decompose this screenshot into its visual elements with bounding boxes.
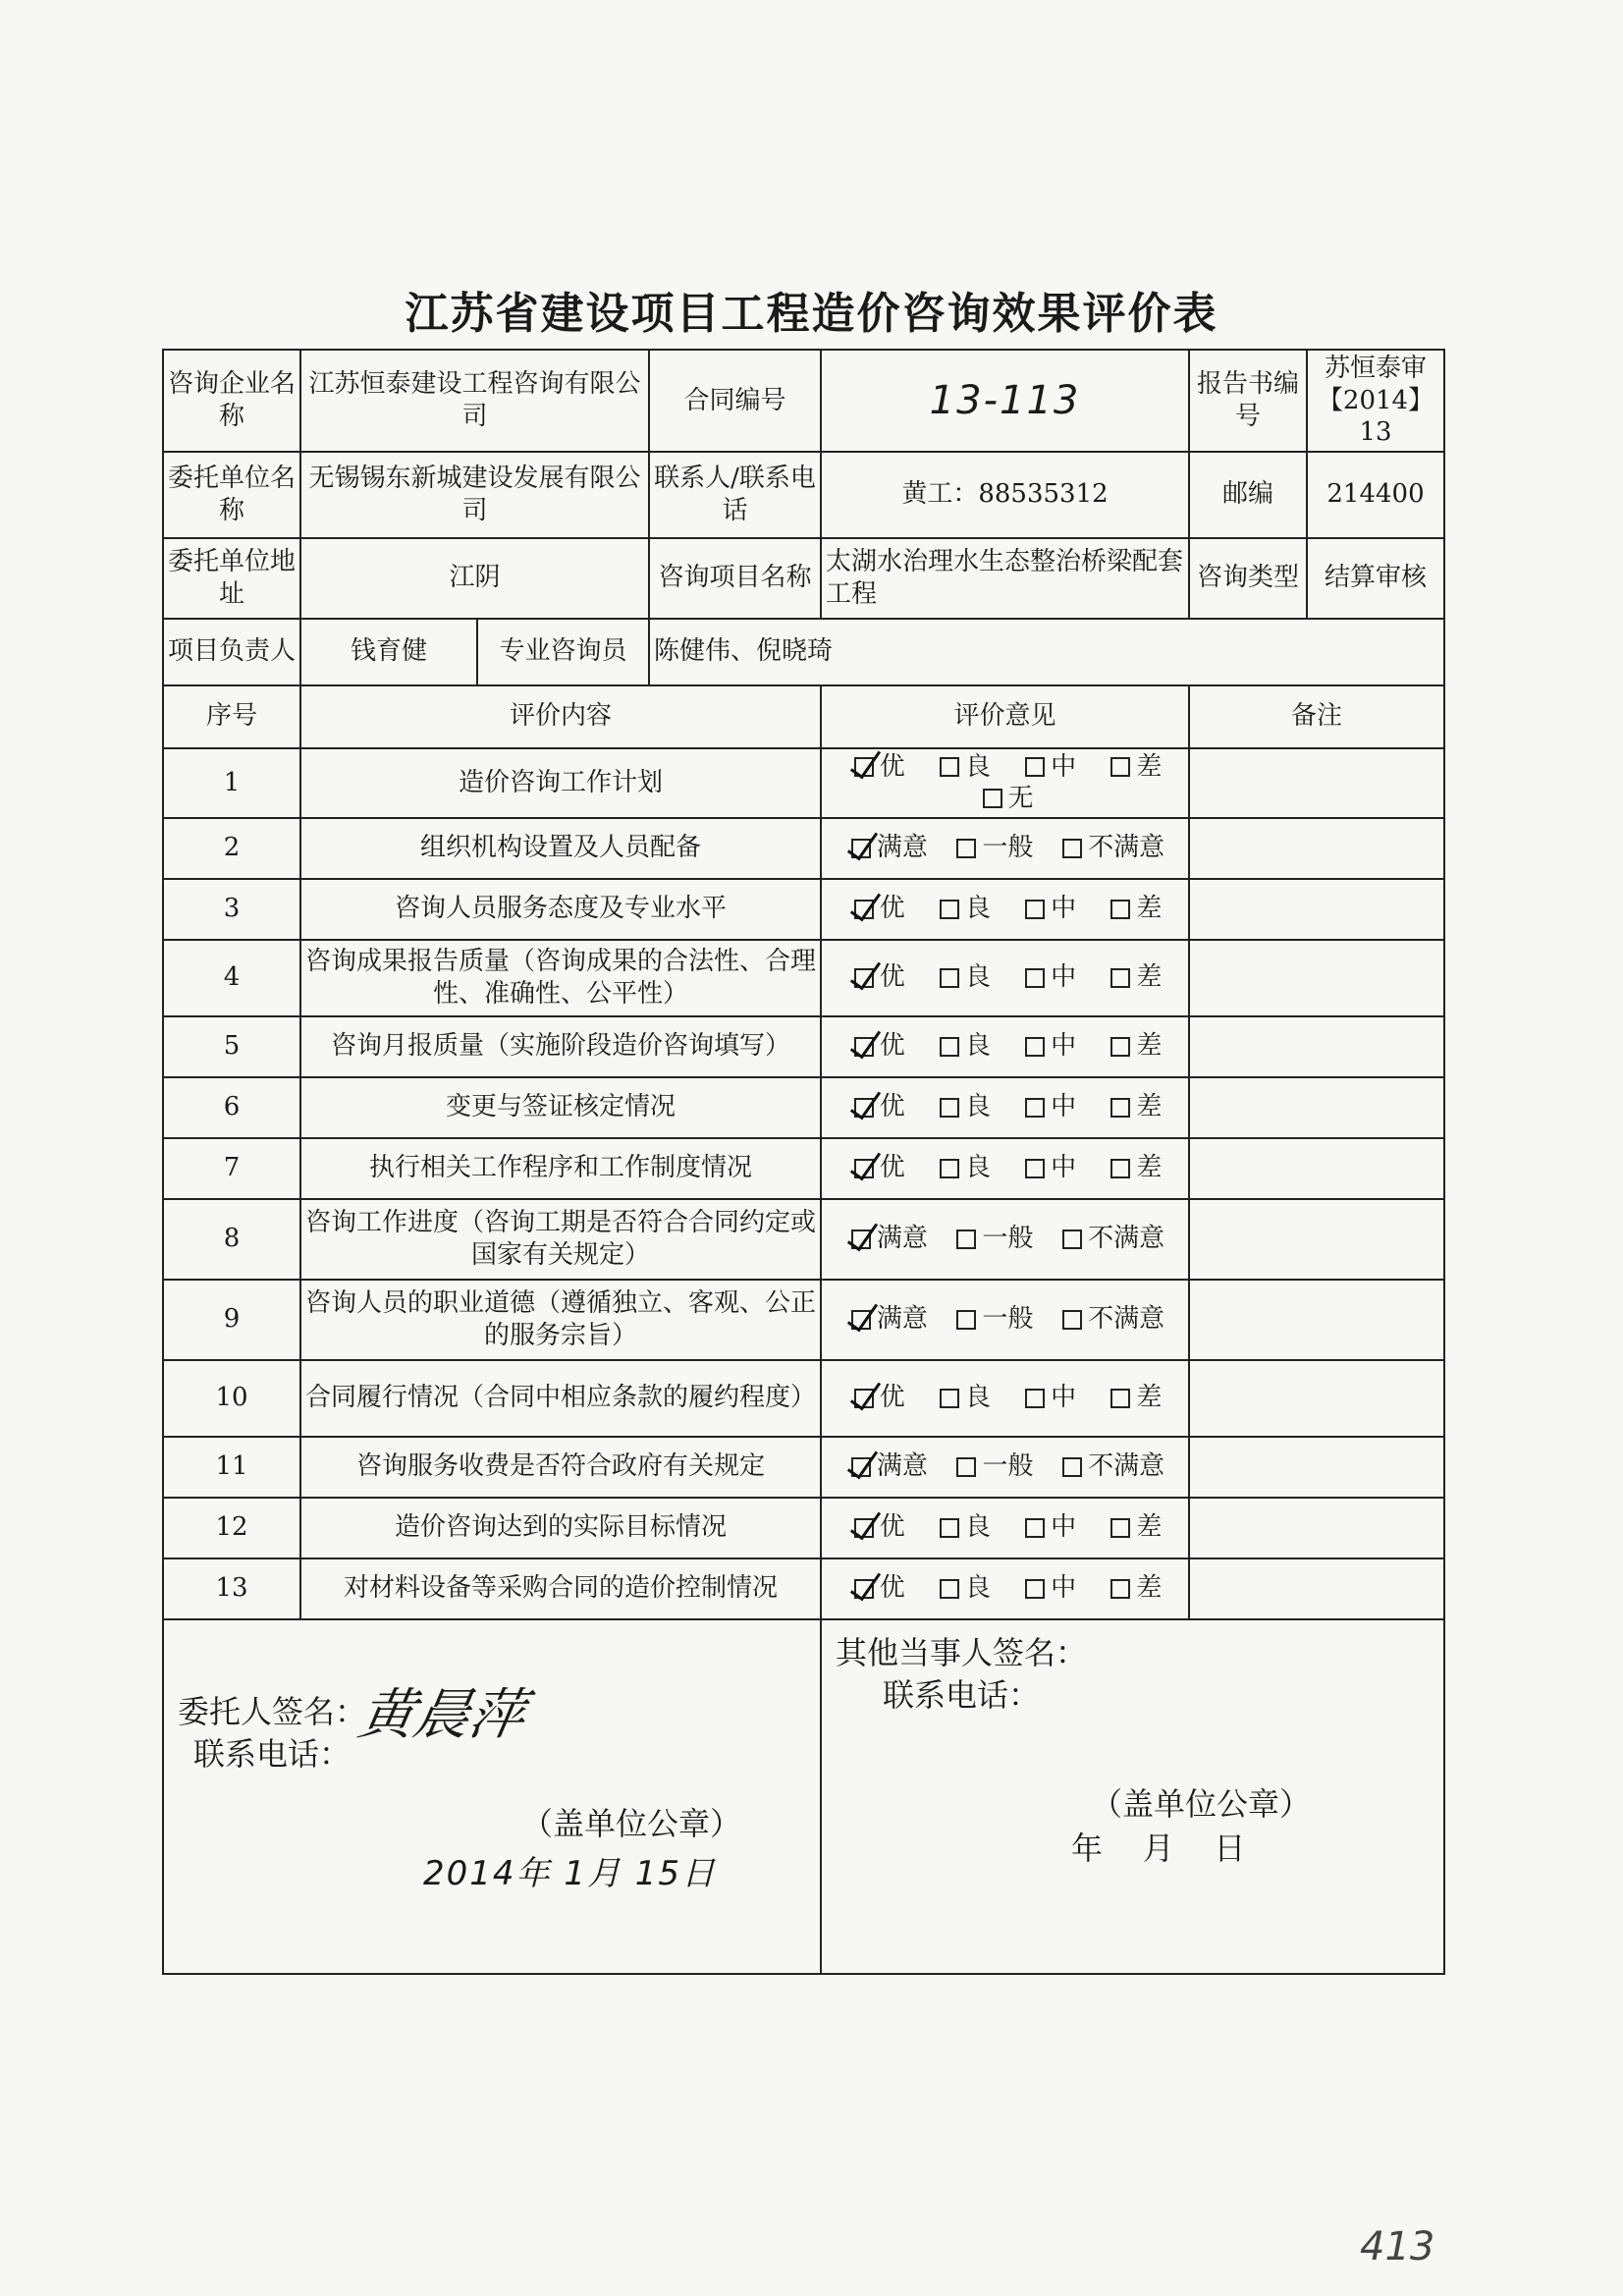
evaluation-table (162, 349, 1445, 1975)
row-remark (1189, 1016, 1444, 1077)
row-remark (1189, 1437, 1444, 1498)
row-content: 造价咨询工作计划 (300, 748, 821, 818)
row-opinion (821, 748, 1189, 818)
opinion-option[interactable] (848, 1152, 905, 1184)
option-label: 无 (1007, 784, 1034, 813)
row-content: 造价咨询达到的实际目标情况 (300, 1498, 821, 1558)
option-label: 良 (964, 962, 991, 993)
opinion-option[interactable] (1105, 1091, 1162, 1123)
checked-box-icon[interactable] (854, 1579, 874, 1599)
other-date: 年 月 日 (1071, 1829, 1246, 1867)
opinion-option[interactable] (845, 1303, 928, 1336)
opinion-option[interactable] (934, 751, 991, 784)
row-remark (1189, 1138, 1444, 1199)
checkbox-icon[interactable] (940, 1518, 959, 1538)
client-value: 无锡锡东新城建设发展有限公司 (300, 452, 649, 538)
firm-label: 咨询企业名称 (163, 350, 300, 452)
project-label: 咨询项目名称 (649, 538, 821, 619)
opinion-option[interactable] (1019, 751, 1076, 784)
page-number: 413 (1360, 2224, 1435, 2269)
row-remark (1189, 1360, 1444, 1437)
opinion-option[interactable] (848, 1030, 905, 1063)
row-content: 合同履行情况（合同中相应条款的履约程度） (300, 1360, 821, 1437)
client-phone-label: 联系电话： (193, 1734, 352, 1773)
option-label: 中 (1051, 1092, 1077, 1122)
row-remark (1189, 1558, 1444, 1619)
contact-label: 联系人/联系电话 (649, 452, 821, 538)
opinion-option[interactable] (1105, 893, 1162, 925)
option-label: 优 (879, 751, 905, 782)
option-label: 中 (1051, 1031, 1077, 1062)
checked-box-icon[interactable] (854, 1159, 874, 1178)
row-seq: 8 (163, 1199, 300, 1280)
row-seq: 9 (163, 1280, 300, 1360)
checkbox-icon[interactable] (1025, 1579, 1045, 1599)
checkbox-icon[interactable] (940, 1037, 959, 1057)
option-label: 中 (1051, 1512, 1077, 1543)
opinion-option[interactable] (1019, 1572, 1076, 1605)
row-content: 变更与签证核定情况 (300, 1077, 821, 1138)
contract-no-label: 合同编号 (649, 350, 821, 452)
table-row (163, 1280, 1444, 1360)
option-label: 不满意 (1088, 833, 1165, 863)
opinion-option[interactable] (848, 893, 905, 925)
checkbox-icon[interactable] (1025, 757, 1045, 777)
consultant-label: 专业咨询员 (477, 619, 649, 685)
option-label: 良 (964, 1092, 991, 1122)
row-seq: 4 (163, 940, 300, 1016)
option-label: 优 (879, 1512, 905, 1543)
row-seq: 1 (163, 748, 300, 818)
checkbox-icon[interactable] (983, 789, 1002, 808)
col-seq-header: 序号 (163, 685, 300, 748)
option-label: 良 (964, 894, 991, 924)
checkbox-icon[interactable] (1110, 757, 1130, 777)
table-row (163, 879, 1444, 940)
opinion-option[interactable] (848, 961, 905, 994)
address-value: 江阴 (300, 538, 649, 619)
checkbox-icon[interactable] (940, 757, 959, 777)
other-seal-note: （盖单位公章） (1091, 1784, 1312, 1823)
checked-box-icon[interactable] (851, 1457, 871, 1477)
consultant-value: 陈健伟、倪晓琦 (649, 619, 1444, 685)
opinion-option[interactable] (1105, 1030, 1162, 1063)
contract-no-value (821, 350, 1189, 452)
row-content: 咨询成果报告质量（咨询成果的合法性、合理性、准确性、公平性） (300, 940, 821, 1016)
checked-box-icon[interactable] (851, 839, 871, 858)
checkbox-icon[interactable] (1110, 1518, 1130, 1538)
row-seq: 12 (163, 1498, 300, 1558)
opinion-option[interactable] (934, 1030, 991, 1063)
opinion-option[interactable] (934, 1382, 991, 1414)
col-remark-header: 备注 (1189, 685, 1444, 748)
row-remark (1189, 1077, 1444, 1138)
opinion-option[interactable] (1019, 893, 1076, 925)
leader-value: 钱育健 (300, 619, 477, 685)
table-row (163, 1077, 1444, 1138)
opinion-option[interactable] (848, 1091, 905, 1123)
row-remark (1189, 818, 1444, 879)
client-date: 2014年 1月 15日 (423, 1853, 718, 1893)
col-content-header: 评价内容 (300, 685, 821, 748)
opinion-option[interactable] (934, 1091, 991, 1123)
option-label: 良 (964, 1153, 991, 1183)
option-label: 差 (1136, 1153, 1163, 1183)
row-content: 对材料设备等采购合同的造价控制情况 (300, 1558, 821, 1619)
type-label: 咨询类型 (1189, 538, 1307, 619)
opinion-option[interactable] (1056, 1223, 1164, 1255)
option-label: 优 (879, 1383, 905, 1413)
opinion-option[interactable] (950, 1223, 1033, 1255)
option-label: 满意 (876, 833, 928, 863)
option-label: 差 (1136, 1573, 1163, 1604)
checked-box-icon[interactable] (854, 1518, 874, 1538)
opinion-option[interactable] (845, 1450, 928, 1483)
checkbox-icon[interactable] (1025, 1037, 1045, 1057)
option-label: 中 (1051, 1383, 1077, 1413)
checkbox-icon[interactable] (940, 900, 959, 919)
checked-box-icon[interactable] (854, 900, 874, 919)
option-label: 优 (879, 1153, 905, 1183)
row-remark (1189, 1199, 1444, 1280)
opinion-option[interactable] (1105, 1572, 1162, 1605)
opinion-option[interactable] (934, 1511, 991, 1544)
report-no-label: 报告书编号 (1189, 350, 1307, 452)
option-label: 满意 (876, 1224, 928, 1254)
checkbox-icon[interactable] (1110, 968, 1130, 988)
table-row (163, 1498, 1444, 1558)
checkbox-icon[interactable] (1062, 1457, 1082, 1477)
checked-box-icon[interactable] (854, 1098, 874, 1118)
option-label: 中 (1051, 894, 1077, 924)
opinion-option[interactable] (1105, 961, 1162, 994)
option-label: 中 (1051, 962, 1077, 993)
row-remark (1189, 1280, 1444, 1360)
checkbox-icon[interactable] (1110, 1579, 1130, 1599)
table-row (163, 1360, 1444, 1437)
checkbox-icon[interactable] (956, 1310, 976, 1330)
col-opinion-header: 评价意见 (821, 685, 1189, 748)
type-value: 结算审核 (1307, 538, 1444, 619)
checkbox-icon[interactable] (1025, 1389, 1045, 1408)
report-no-value: 苏恒泰审【2014】13 (1307, 350, 1444, 452)
checkbox-icon[interactable] (1110, 1037, 1130, 1057)
row-opinion (821, 1077, 1189, 1138)
table-row (163, 1138, 1444, 1199)
opinion-option[interactable] (934, 1152, 991, 1184)
row-remark (1189, 1498, 1444, 1558)
option-label: 良 (964, 1512, 991, 1543)
table-row (163, 818, 1444, 879)
checkbox-icon[interactable] (1025, 1098, 1045, 1118)
option-label: 差 (1136, 751, 1163, 782)
table-row (163, 940, 1444, 1016)
row-remark (1189, 879, 1444, 940)
opinion-option[interactable] (977, 783, 1034, 815)
row-opinion (821, 940, 1189, 1016)
row-opinion (821, 1016, 1189, 1077)
row-seq: 5 (163, 1016, 300, 1077)
opinion-option[interactable] (848, 751, 905, 784)
option-label: 差 (1136, 894, 1163, 924)
option-label: 差 (1136, 1031, 1163, 1062)
opinion-option[interactable] (950, 1303, 1033, 1336)
option-label: 优 (879, 894, 905, 924)
checkbox-icon[interactable] (956, 1230, 976, 1249)
row-content: 咨询月报质量（实施阶段造价咨询填写） (300, 1016, 821, 1077)
row-seq: 10 (163, 1360, 300, 1437)
opinion-option[interactable] (934, 893, 991, 925)
client-seal-note: （盖单位公章） (521, 1804, 742, 1842)
checked-box-icon[interactable] (851, 1310, 871, 1330)
checkbox-icon[interactable] (1110, 1159, 1130, 1178)
opinion-option[interactable] (1105, 1152, 1162, 1184)
opinion-option[interactable] (934, 961, 991, 994)
opinion-option[interactable] (848, 1572, 905, 1605)
option-label: 一般 (982, 1451, 1034, 1482)
form-title: 江苏省建设项目工程造价咨询效果评价表 (405, 289, 1218, 339)
option-label: 差 (1136, 962, 1163, 993)
opinion-option[interactable] (950, 1450, 1033, 1483)
option-label: 一般 (982, 833, 1034, 863)
option-label: 中 (1051, 751, 1077, 782)
option-label: 良 (964, 1383, 991, 1413)
opinion-option[interactable] (1019, 1091, 1076, 1123)
firm-value: 江苏恒泰建设工程咨询有限公司 (300, 350, 649, 452)
leader-label: 项目负责人 (163, 619, 300, 685)
row-content: 执行相关工作程序和工作制度情况 (300, 1138, 821, 1199)
row-content: 咨询工作进度（咨询工期是否符合合同约定或国家有关规定） (300, 1199, 821, 1280)
opinion-option[interactable] (934, 1572, 991, 1605)
row-seq: 13 (163, 1558, 300, 1619)
address-label: 委托单位地址 (163, 538, 300, 619)
table-row (163, 1016, 1444, 1077)
checkbox-icon[interactable] (956, 1457, 976, 1477)
option-label: 良 (964, 751, 991, 782)
option-label: 良 (964, 1573, 991, 1604)
checkbox-icon[interactable] (940, 1159, 959, 1178)
option-label: 差 (1136, 1092, 1163, 1122)
checkbox-icon[interactable] (940, 1098, 959, 1118)
option-label: 满意 (876, 1304, 928, 1335)
other-sign-label: 其他当事人签名： (836, 1633, 1088, 1671)
checked-box-icon[interactable] (854, 757, 874, 777)
row-seq: 3 (163, 879, 300, 940)
row-opinion (821, 879, 1189, 940)
option-label: 良 (964, 1031, 991, 1062)
row-remark (1189, 748, 1444, 818)
opinion-option[interactable] (1019, 1511, 1076, 1544)
checked-box-icon[interactable] (851, 1230, 871, 1249)
checkbox-icon[interactable] (940, 1579, 959, 1599)
opinion-option[interactable] (845, 832, 928, 864)
row-opinion (821, 1437, 1189, 1498)
opinion-option[interactable] (1019, 1382, 1076, 1414)
table-row (163, 1199, 1444, 1280)
option-label: 满意 (876, 1451, 928, 1482)
checkbox-icon[interactable] (956, 839, 976, 858)
checkbox-icon[interactable] (1025, 968, 1045, 988)
checkbox-icon[interactable] (940, 968, 959, 988)
row-seq: 2 (163, 818, 300, 879)
row-content: 咨询服务收费是否符合政府有关规定 (300, 1437, 821, 1498)
client-sign-label: 委托人签名： (178, 1692, 367, 1730)
option-label: 优 (879, 1573, 905, 1604)
option-label: 不满意 (1088, 1224, 1165, 1254)
opinion-option[interactable] (1105, 1382, 1162, 1414)
row-opinion (821, 1360, 1189, 1437)
row-seq: 6 (163, 1077, 300, 1138)
opinion-option[interactable] (848, 1382, 905, 1414)
opinion-option[interactable] (950, 832, 1033, 864)
checkbox-icon[interactable] (1025, 1159, 1045, 1178)
row-opinion (821, 1558, 1189, 1619)
table-row (163, 748, 1444, 818)
contact-value: 黄工：88535312 (821, 452, 1189, 538)
contract-no-handwriting: 13-113 (929, 377, 1081, 423)
option-label: 优 (879, 962, 905, 993)
opinion-option[interactable] (1056, 1303, 1164, 1336)
opinion-option[interactable] (1105, 1511, 1162, 1544)
project-value: 太湖水治理水生态整治桥梁配套工程 (821, 538, 1189, 619)
checkbox-icon[interactable] (1025, 1518, 1045, 1538)
checkbox-icon[interactable] (1025, 900, 1045, 919)
option-label: 不满意 (1088, 1451, 1165, 1482)
checkbox-icon[interactable] (1110, 900, 1130, 919)
rows-body (163, 748, 1444, 1619)
client-label: 委托单位名称 (163, 452, 300, 538)
opinion-option[interactable] (1056, 832, 1164, 864)
postcode-label: 邮编 (1189, 452, 1307, 538)
opinion-option[interactable] (848, 1511, 905, 1544)
opinion-option[interactable] (1105, 751, 1162, 784)
client-signature-cell (163, 1619, 821, 1974)
other-phone-label: 联系电话： (883, 1675, 1041, 1714)
checked-box-icon[interactable] (854, 1389, 874, 1408)
row-content: 咨询人员服务态度及专业水平 (300, 879, 821, 940)
opinion-option[interactable] (1019, 961, 1076, 994)
row-content: 组织机构设置及人员配备 (300, 818, 821, 879)
row-seq: 7 (163, 1138, 300, 1199)
option-label: 中 (1051, 1153, 1077, 1183)
opinion-option[interactable] (1019, 1152, 1076, 1184)
option-label: 优 (879, 1092, 905, 1122)
client-signature: 黄晨萍 (353, 1682, 530, 1747)
opinion-option[interactable] (1019, 1030, 1076, 1063)
row-remark (1189, 940, 1444, 1016)
checkbox-icon[interactable] (1110, 1098, 1130, 1118)
option-label: 差 (1136, 1512, 1163, 1543)
table-row (163, 1558, 1444, 1619)
option-label: 中 (1051, 1573, 1077, 1604)
row-opinion (821, 1498, 1189, 1558)
opinion-option[interactable] (845, 1223, 928, 1255)
row-opinion (821, 1280, 1189, 1360)
option-label: 一般 (982, 1304, 1034, 1335)
row-opinion (821, 1199, 1189, 1280)
checked-box-icon[interactable] (854, 968, 874, 988)
other-signature-cell (821, 1619, 1444, 1974)
row-seq: 11 (163, 1437, 300, 1498)
checkbox-icon[interactable] (1062, 1310, 1082, 1330)
option-label: 不满意 (1088, 1304, 1165, 1335)
checkbox-icon[interactable] (1110, 1389, 1130, 1408)
option-label: 优 (879, 1031, 905, 1062)
table-row (163, 1437, 1444, 1498)
checkbox-icon[interactable] (1062, 1230, 1082, 1249)
opinion-option[interactable] (1056, 1450, 1164, 1483)
row-opinion (821, 818, 1189, 879)
option-label: 差 (1136, 1383, 1163, 1413)
option-label: 一般 (982, 1224, 1034, 1254)
checkbox-icon[interactable] (940, 1389, 959, 1408)
row-content: 咨询人员的职业道德（遵循独立、客观、公正的服务宗旨） (300, 1280, 821, 1360)
checked-box-icon[interactable] (854, 1037, 874, 1057)
postcode-value: 214400 (1307, 452, 1444, 538)
checkbox-icon[interactable] (1062, 839, 1082, 858)
row-opinion (821, 1138, 1189, 1199)
